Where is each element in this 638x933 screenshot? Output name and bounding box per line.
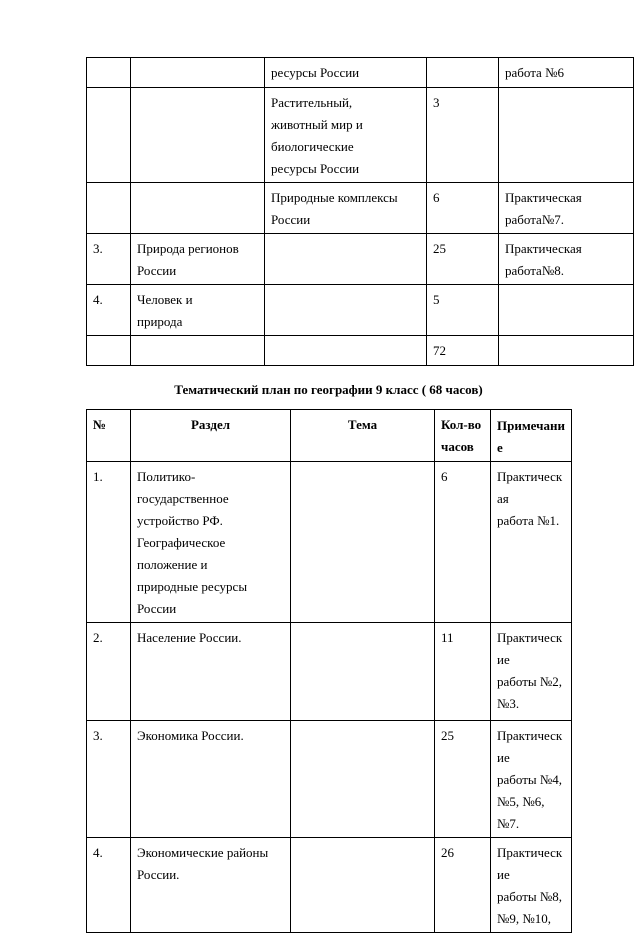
- topic-cell: [291, 623, 435, 721]
- section-cell: Человек и природа: [131, 285, 265, 336]
- note-cell: Практическая работа№7.: [499, 183, 634, 234]
- section-cell: Экономика России.: [131, 721, 291, 838]
- plan-title: Тематический план по географии 9 класс ( 68 часов): [174, 382, 483, 397]
- row-number: [87, 58, 131, 88]
- table-row: [87, 234, 634, 285]
- total-hours-cell: 72: [427, 336, 499, 366]
- section-cell: [131, 58, 265, 88]
- row-number: [87, 88, 131, 183]
- hours-cell: 25: [427, 234, 499, 285]
- header-note: Примечание: [491, 410, 572, 462]
- note-cell: [499, 336, 634, 366]
- table-row-total: [87, 336, 634, 366]
- hours-cell: 6: [427, 183, 499, 234]
- hours-cell: 26: [435, 838, 491, 933]
- hours-cell: [427, 58, 499, 88]
- section-cell: Природа регионов России: [131, 234, 265, 285]
- table-row: [87, 183, 634, 234]
- hours-cell: 6: [435, 462, 491, 623]
- header-hours: Кол-во часов: [435, 410, 491, 462]
- regions-table: [86, 57, 634, 366]
- topic-cell: [291, 721, 435, 838]
- row-number: [87, 336, 131, 366]
- table-row: [87, 285, 634, 336]
- section-cell: Политико- государственное устройство РФ. Географическое положение и природные ресурсы России: [131, 462, 291, 623]
- topic-cell: Природные комплексы России: [265, 183, 427, 234]
- header-number: №: [87, 410, 131, 462]
- header-section: Раздел: [131, 410, 291, 462]
- topic-cell: [265, 336, 427, 366]
- note-cell: Практическая работа№8.: [499, 234, 634, 285]
- row-number: 4.: [87, 285, 131, 336]
- section-cell: [131, 336, 265, 366]
- table-header-row: [87, 410, 572, 462]
- section-cell: [131, 183, 265, 234]
- hours-cell: 11: [435, 623, 491, 721]
- note-cell: Практические работы №8, №9, №10,: [491, 838, 572, 933]
- topic-cell: [291, 462, 435, 623]
- table-row: [87, 88, 634, 183]
- hours-cell: 5: [427, 285, 499, 336]
- section-cell: Экономические районы России.: [131, 838, 291, 933]
- note-cell: Практические работы №2, №3.: [491, 623, 572, 721]
- row-number: 1.: [87, 462, 131, 623]
- topic-cell: ресурсы России: [265, 58, 427, 88]
- section-cell: [131, 88, 265, 183]
- topic-cell: [291, 838, 435, 933]
- row-number: 3.: [87, 721, 131, 838]
- table-row: [87, 58, 634, 88]
- row-number: 2.: [87, 623, 131, 721]
- table-row: [87, 462, 572, 623]
- note-cell: [499, 88, 634, 183]
- row-number: 3.: [87, 234, 131, 285]
- header-topic: Тема: [291, 410, 435, 462]
- hours-cell: 3: [427, 88, 499, 183]
- section-cell: Население России.: [131, 623, 291, 721]
- topic-cell: [265, 234, 427, 285]
- plan-table: [86, 409, 572, 933]
- table-row: [87, 838, 572, 933]
- note-cell: Практическая работа №1.: [491, 462, 572, 623]
- note-cell: Практические работы №4, №5, №6, №7.: [491, 721, 572, 838]
- topic-cell: [265, 285, 427, 336]
- table-row: [87, 623, 572, 721]
- hours-cell: 25: [435, 721, 491, 838]
- row-number: 4.: [87, 838, 131, 933]
- table-row: [87, 721, 572, 838]
- note-cell: [499, 285, 634, 336]
- note-cell: работа №6: [499, 58, 634, 88]
- row-number: [87, 183, 131, 234]
- topic-cell: Растительный, животный мир и биологические ресурсы России: [265, 88, 427, 183]
